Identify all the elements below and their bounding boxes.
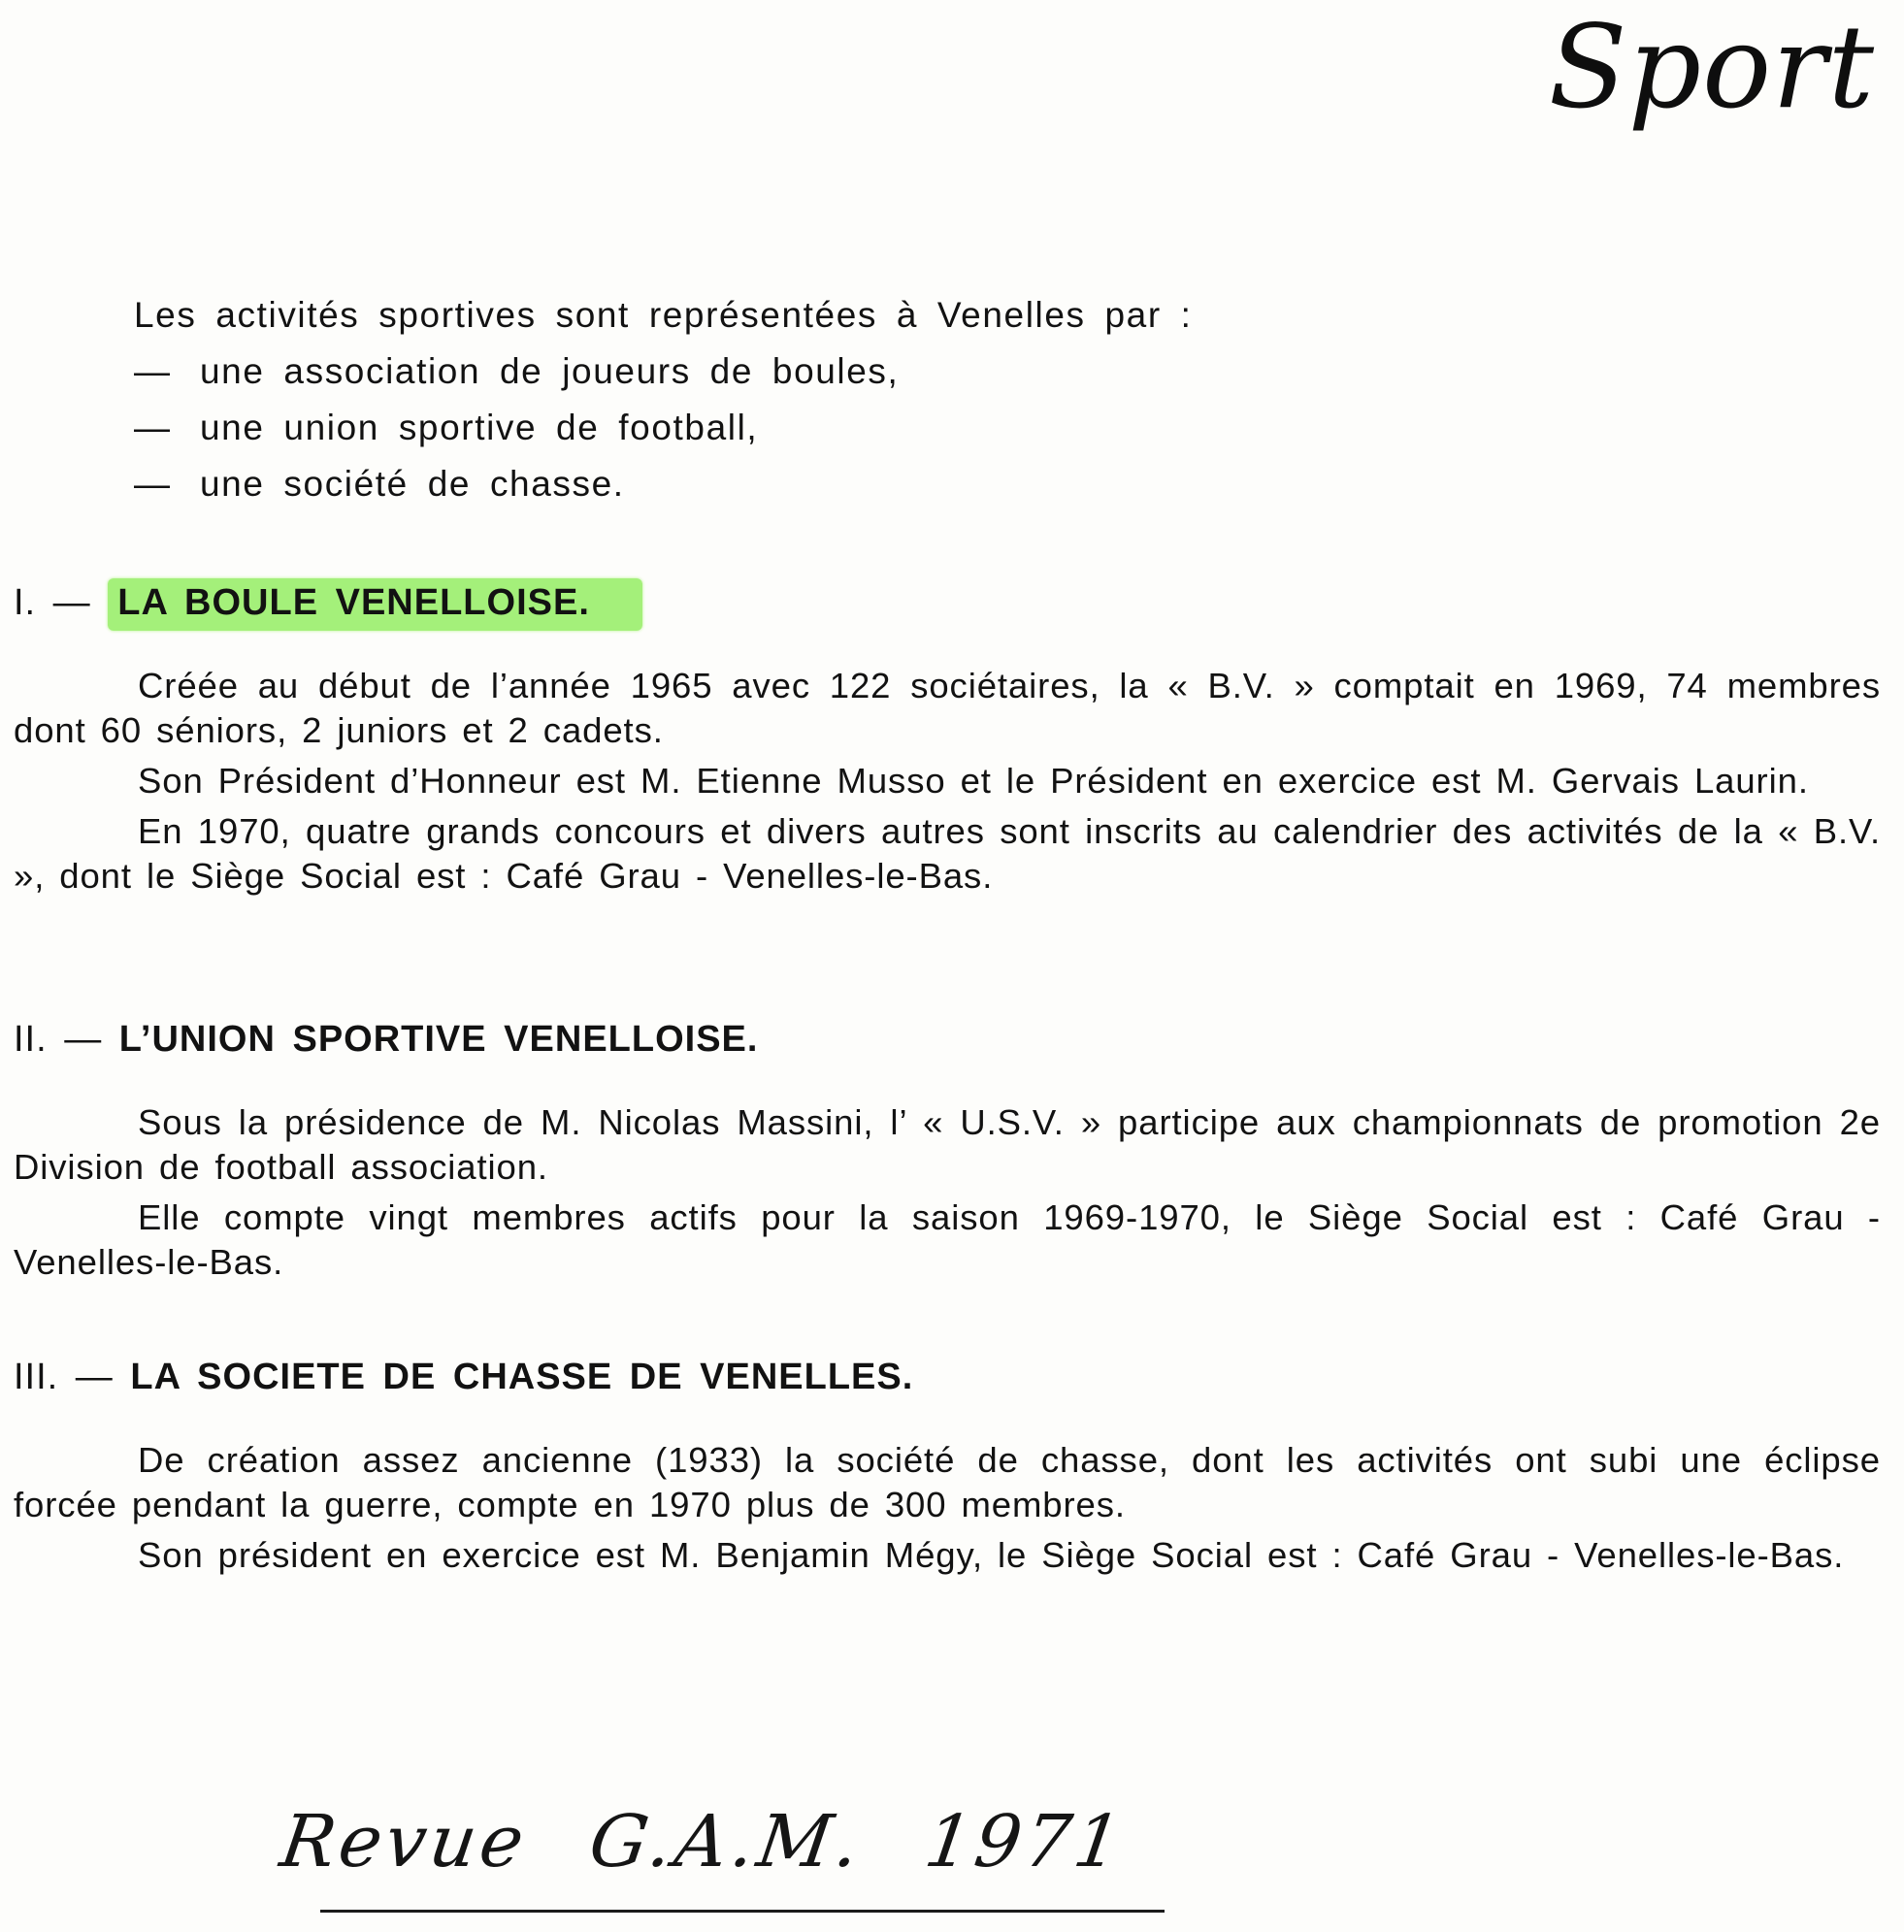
section-title-highlighted: LA BOULE VENELLOISE.	[108, 578, 642, 631]
section-title: L’UNION SPORTIVE VENELLOISE.	[118, 1019, 759, 1060]
section-number: III. —	[14, 1357, 114, 1397]
page-title: Sport	[1548, 0, 1875, 134]
section-title: LA SOCIETE DE CHASSE DE VENELLES.	[130, 1357, 914, 1397]
section-number: I. —	[14, 582, 91, 623]
section-union-sportive	[14, 1015, 1881, 1291]
section-number: II. —	[14, 1019, 103, 1060]
paragraph: Créée au début de l’année 1965 avec 122 sociétaires, la « B.V. » comptait en 1969, 74 membres dont 60 séniors, 2 juniors et 2 cadets.	[14, 666, 1881, 750]
section-societe-chasse	[14, 1353, 1881, 1584]
paragraph: Sous la présidence de M. Nicolas Massini, l’ « U.S.V. » participe aux championnats de promotion 2e Division de football association.	[14, 1102, 1881, 1187]
list-dash: —	[134, 408, 172, 447]
list-dash: —	[134, 351, 172, 391]
list-item	[134, 400, 1193, 456]
intro-text: Les activités sportives sont représentées à Venelles par :	[134, 295, 1193, 335]
list-dash: —	[134, 464, 172, 504]
section-boule-venelloise	[14, 578, 1881, 904]
paragraph: Son Président d’Honneur est M. Etienne Musso et le Président en exercice est M. Gervais Laurin.	[138, 761, 1809, 801]
paragraph: En 1970, quatre grands concours et divers autres sont inscrits au calendrier des activités de la « B.V. », dont le Siège Social est : Café Grau - Venelles-le-Bas.	[14, 811, 1881, 896]
section-heading	[14, 578, 1881, 627]
list-item	[134, 344, 1193, 400]
list-item-text: une association de joueurs de boules,	[200, 351, 900, 391]
section-heading	[14, 1353, 1881, 1401]
paragraph: De création assez ancienne (1933) la société de chasse, dont les activités ont subi une éclipse forcée pendant la guerre, compte en 1970 plus de 300 membres.	[14, 1440, 1881, 1524]
list-item-text: une union sportive de football,	[200, 408, 759, 447]
list-item	[134, 456, 1193, 512]
handwritten-underline	[320, 1910, 1165, 1913]
list-item-text: une société de chasse.	[200, 464, 625, 504]
paragraph: Elle compte vingt membres actifs pour la saison 1969-1970, le Siège Social est : Café Grau - Venelles-le-Bas.	[14, 1197, 1881, 1282]
intro-block	[134, 287, 1193, 512]
section-heading	[14, 1015, 1881, 1064]
paragraph: Son président en exercice est M. Benjamin Mégy, le Siège Social est : Café Grau - Venelles-le-Bas.	[138, 1535, 1845, 1575]
handwritten-note: Revue G.A.M. 1971	[275, 1800, 1131, 1883]
